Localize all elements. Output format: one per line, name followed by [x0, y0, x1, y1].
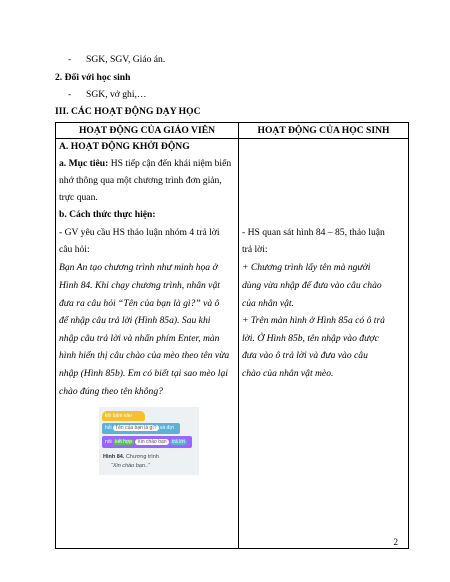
student-line6: + Trên màn hình ở Hình 85a có ô trả — [242, 315, 385, 326]
goal-text: HS tiếp cận đến khái niệm biến — [108, 158, 232, 169]
list-item-materials: SGK, SGV, Giáo án. — [86, 54, 166, 65]
caption-line2: “Xin chào bạn..” — [111, 463, 150, 469]
figure-caption — [103, 454, 159, 460]
student-cell — [239, 139, 409, 549]
header-teacher: HOẠT ĐỘNG CỦA GIÁO VIÊN — [56, 123, 239, 139]
header-student: HOẠT ĐỘNG CỦA HỌC SINH — [239, 123, 409, 139]
method-label: b. Cách thức thực hiện: — [59, 209, 156, 220]
task-line1: - GV yêu cầu HS thảo luận nhóm 4 trả lời — [59, 227, 220, 238]
activities-table — [55, 122, 409, 549]
section-heading-activities: III. CÁC HOẠT ĐỘNG DẠY HỌC — [55, 106, 201, 117]
goal-line — [59, 158, 231, 169]
question-line7: nhập (Hình 85b). Em có biết tại sao mèo lại — [59, 368, 228, 379]
question-line3: đưa ra câu hỏi “Tên của bạn là gì?” và ô — [59, 298, 220, 309]
ask-input: Tên của bạn là gì? — [115, 425, 157, 431]
bullet-dash: - — [68, 54, 72, 65]
join-block: kết hợp — [115, 439, 132, 445]
student-line4: dùng vừa nhập để đưa vào câu chào — [242, 280, 382, 291]
question-line1: Bạn An tạo chương trình như minh họa ở — [59, 262, 218, 273]
caption-label: Hình 84. — [103, 454, 125, 460]
student-line9: chào của nhân vật mèo. — [242, 368, 334, 379]
caption-text: Chương trình — [124, 454, 159, 460]
activity-section-title: A. HOẠT ĐỘNG KHỞI ĐỘNG — [59, 141, 190, 152]
question-line8: chào đúng theo tên không? — [59, 386, 163, 397]
question-line2: Hình 84. Khi chạy chương trình, nhân vật — [59, 280, 220, 291]
question-line4: để nhập câu trả lời (Hình 85a). Sau khi — [59, 315, 211, 326]
student-line2: trả lời: — [242, 244, 268, 255]
teacher-cell — [56, 139, 239, 549]
bullet-dash: - — [68, 89, 72, 100]
hat-block: khi bấm vào — [102, 411, 145, 421]
scratch-figure — [99, 407, 199, 475]
ask-block — [102, 423, 180, 434]
ask-label: hỏi — [105, 425, 112, 431]
task-line2: câu hỏi: — [59, 244, 90, 255]
section-heading-students: 2. Đối với học sinh — [55, 72, 131, 83]
goal-label: a. Mục tiêu: — [59, 158, 109, 169]
goal-text-line2: nhớ thông qua một chương trình đơn giản, — [59, 175, 222, 186]
ask-wait-label: và đợi — [159, 425, 174, 431]
join-text: Xin chào bạn — [137, 439, 167, 445]
student-line3: + Chương trình lấy tên mà người — [242, 262, 371, 273]
list-item-student-materials: SGK, vở ghi,… — [86, 89, 147, 100]
answer-block: trả lời — [171, 439, 185, 445]
question-line6: hình hiển thị câu chào của mèo theo tên vừa — [59, 350, 230, 361]
student-line8: đưa vào ô trả lời và đưa vào câu — [242, 350, 368, 361]
say-block — [102, 436, 192, 448]
student-line5: của nhân vật. — [242, 298, 294, 309]
say-label: nói — [105, 439, 112, 445]
student-line1: - HS quan sát hình 84 – 85, thảo luận — [242, 227, 385, 238]
student-line7: lời. Ở Hình 85b, tên nhập vào được — [242, 333, 379, 344]
page-number: 2 — [393, 537, 398, 547]
goal-text-line3: trực quan. — [59, 192, 98, 203]
question-line5: nhập câu trả lời và nhấn phím Enter, màn — [59, 333, 220, 344]
